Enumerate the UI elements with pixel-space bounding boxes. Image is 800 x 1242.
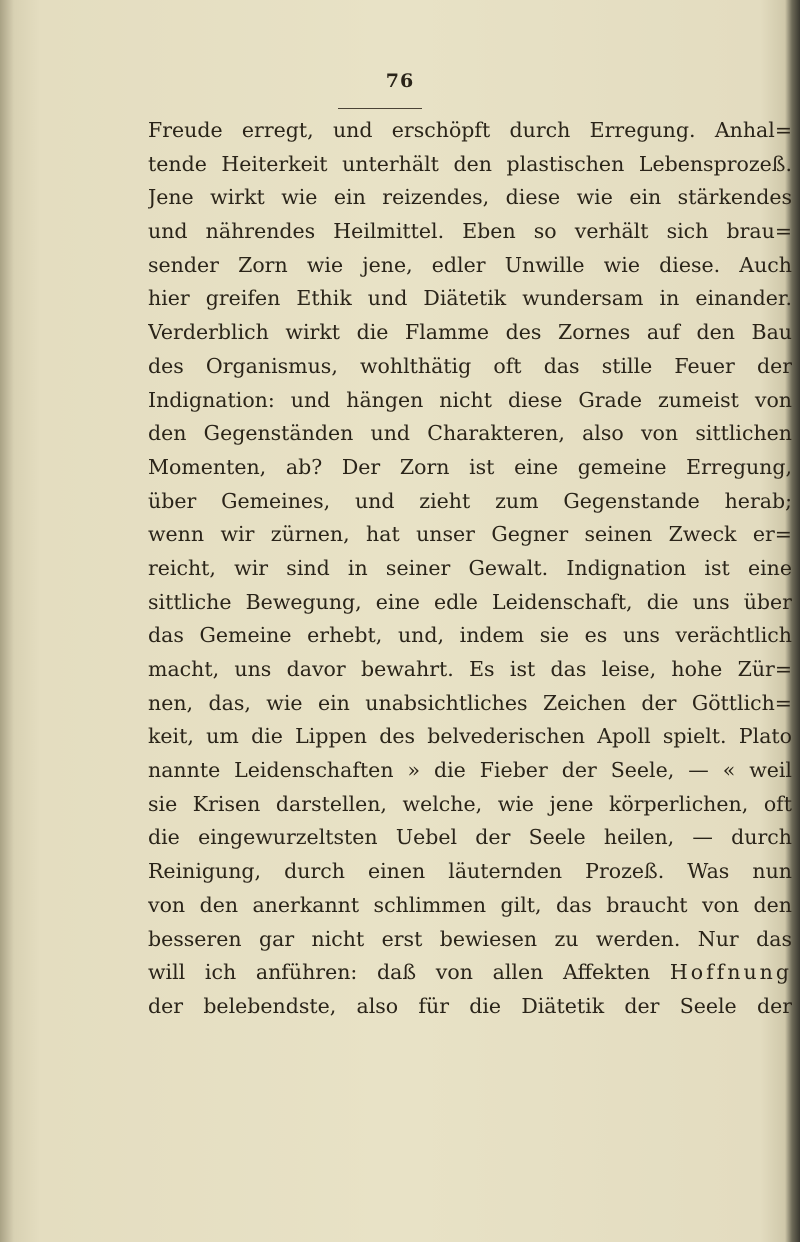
text-line: reicht, wir sind in seiner Gewalt. Indignation ist eine <box>148 555 792 580</box>
text-line: sittliche Bewegung, eine edle Leidenschaft, die uns über <box>148 589 792 614</box>
text-line: sender Zorn wie jene, edler Unwille wie diese. Auch <box>148 252 792 277</box>
text-line: über Gemeines, und zieht zum Gegenstande herab; <box>148 488 792 513</box>
text-segment: will ich anführen: daß von allen Affekten <box>148 960 651 985</box>
emphasized-word: Hoffnung <box>669 960 792 985</box>
page-text <box>148 114 792 1024</box>
text-line-with-emphasis <box>148 956 792 990</box>
text-line: keit, um die Lippen des belvederischen Apoll spielt. Plato <box>148 724 792 749</box>
text-line: hier greifen Ethik und Diätetik wundersam in einander. <box>148 286 792 311</box>
text-line: sie Krisen darstellen, welche, wie jene körperlichen, oft <box>148 791 792 816</box>
text-line: wenn wir zürnen, hat unser Gegner seinen Zweck er= <box>148 522 792 547</box>
text-line: von den anerkannt schlimmen gilt, das braucht von den <box>148 892 792 917</box>
page-number: 76 <box>385 70 415 92</box>
text-line: nannte Leidenschaften » die Fieber der Seele, — « weil <box>148 758 792 783</box>
text-line: Jene wirkt wie ein reizendes, diese wie ein stärkendes <box>148 185 792 210</box>
text-line: Momenten, ab? Der Zorn ist eine gemeine Erregung, <box>148 454 792 479</box>
header-rule <box>338 108 422 109</box>
text-line: des Organismus, wohlthätig oft das stille Feuer der <box>148 353 792 378</box>
text-line: das Gemeine erhebt, und, indem sie es uns verächtlich <box>148 623 792 648</box>
text-line: Verderblich wirkt die Flamme des Zornes auf den Bau <box>148 320 792 345</box>
text-line: macht, uns davor bewahrt. Es ist das leise, hohe Zür= <box>148 657 792 681</box>
text-line: nen, das, wie ein unabsichtliches Zeichen der Göttlich= <box>148 690 792 715</box>
text-line: die eingewurzeltsten Uebel der Seele heilen, — durch <box>148 825 792 850</box>
text-line: Indignation: und hängen nicht diese Grade zumeist von <box>148 387 792 412</box>
text-line: tende Heiterkeit unterhält den plastischen Lebensprozeß. <box>148 151 792 176</box>
text-line: der belebendste, also für die Diätetik der Seele der <box>148 993 792 1018</box>
text-line: besseren gar nicht erst bewiesen zu werden. Nur das <box>148 926 792 951</box>
text-line: und nährendes Heilmittel. Eben so verhält sich brau= <box>148 219 792 244</box>
text-line: den Gegenständen und Charakteren, also von sittlichen <box>148 421 792 446</box>
text-line: Freude erregt, und erschöpft durch Erregung. Anhal= <box>148 118 792 142</box>
text-line: Reinigung, durch einen läuternden Prozeß. Was nun <box>148 859 792 884</box>
